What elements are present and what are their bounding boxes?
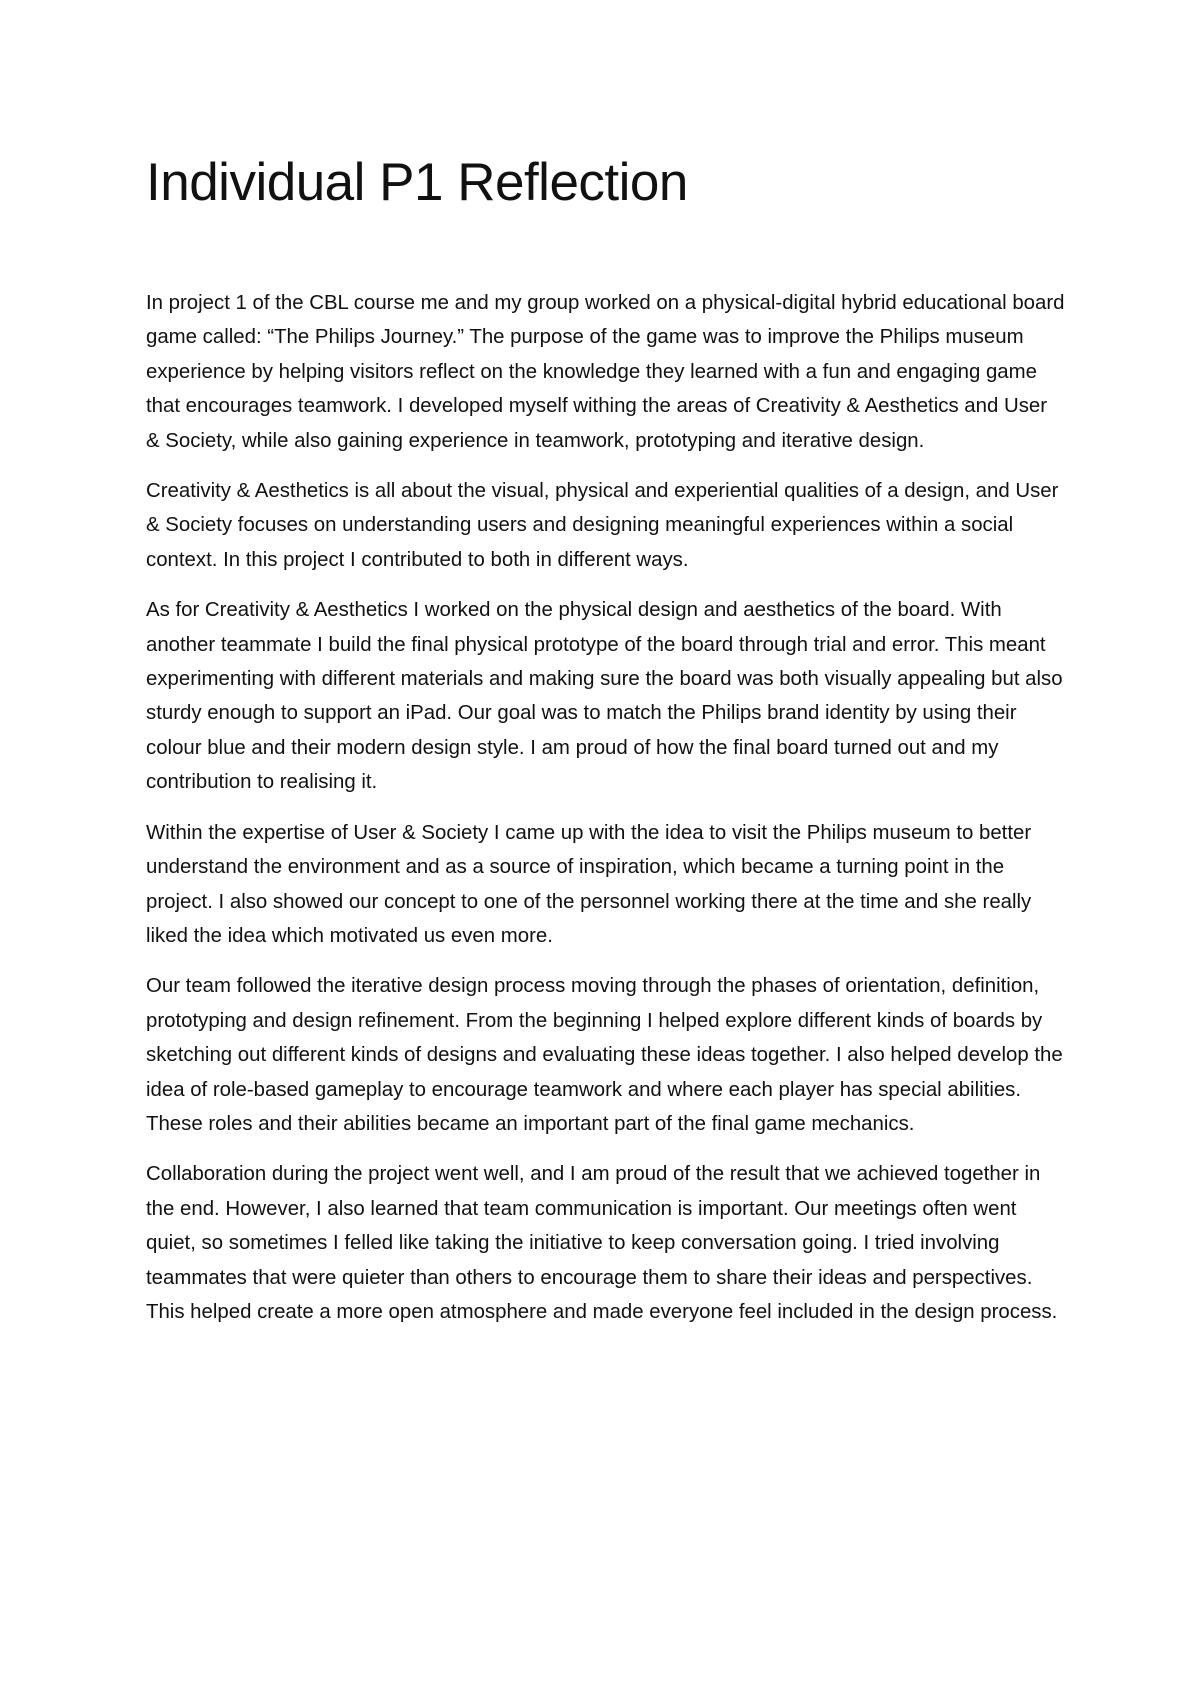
document-content xyxy=(146,152,1066,1345)
paragraph-collaboration: Collaboration during the project went well, and I am proud of the result that we achieved together in the end. However, I also learned that team communication is important. Our meetings often went quiet, so sometimes I felled like taking the initiative to keep conversation going. I tried involving teammates that were quieter than others to encourage them to share their ideas and perspectives. This helped create a more open atmosphere and made everyone feel included in the design process. xyxy=(146,1163,1058,1323)
paragraph-design-process: Our team followed the iterative design process moving through the phases of orientation, definition, prototyping and design refinement. From the beginning I helped explore different kinds of boards by sketching out different kinds of designs and evaluating these ideas together. I also helped develop the idea of role-based gameplay to encourage teamwork and where each player has special abilities. These roles and their abilities became an important part of the final game mechanics. xyxy=(146,975,1063,1135)
paragraph-creativity-aesthetics: As for Creativity & Aesthetics I worked on the physical design and aesthetics of the board. With another teammate I build the final physical prototype of the board through trial and error. This meant experimenting with different materials and making sure the board was both visually appealing but also sturdy enough to support an iPad. Our goal was to match the Philips brand identity by using their colour blue and their modern design style. I am proud of how the final board turned out and my contribution to realising it. xyxy=(146,599,1063,794)
paragraph-user-society: Within the expertise of User & Society I came up with the idea to visit the Philips museum to better understand the environment and as a source of inspiration, which became a turning point in the project. I also showed our concept to one of the personnel working there at the time and she really liked the idea which motivated us even more. xyxy=(146,821,1032,947)
paragraph-intro: In project 1 of the CBL course me and my group worked on a physical-digital hybrid educational board game called: “The Philips Journey.” The purpose of the game was to improve the Philips museum experience by helping visitors reflect on the knowledge they learned with a fun and engaging game that encourages teamwork. I developed myself withing the areas of Creativity & Aesthetics and User & Society, while also gaining experience in teamwork, prototyping and iterative design. xyxy=(146,292,1065,452)
document-body xyxy=(146,286,1066,1329)
paragraph-expertise-areas: Creativity & Aesthetics is all about the visual, physical and experiential qualities of a design, and User & Society focuses on understanding users and designing meaningful experiences within a social context. In this project I contributed to both in different ways. xyxy=(146,480,1059,571)
document-title: Individual P1 Reflection xyxy=(146,153,688,212)
